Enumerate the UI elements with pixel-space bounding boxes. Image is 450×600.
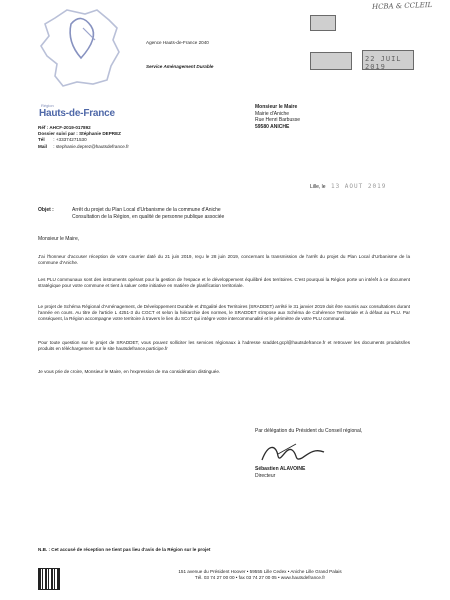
salutation: Monsieur le Maire, [38, 236, 80, 242]
signatory-title: Directeur [255, 472, 276, 479]
paragraph-3: Le projet de Schéma Régional d'Aménagement, de Développement Durable et d'Egalité des Territoires (SRADDET) arrêté le 31 janvier 2019 doit être soumis aux consultations durant l'année en cours. Au titre de l'article L 4251-3 du CGCT et selon la hiérarchie des normes, le SRADDET s'impose aux Schéma de Cohérence Territoriale et à défaut au PLU. Par conséquent, la Région accompagne votre territoire à travers le lien du SCoT qui intègre votre intercommunalité et le périmètre de votre PLU communal. [38, 304, 410, 322]
france-map-icon [37, 6, 122, 88]
mail-label: Mail [38, 143, 47, 149]
recipient-block [255, 104, 405, 130]
mail-value: : stephanie.deprez@hautsdefrance.fr [53, 143, 129, 149]
phone-label: Tél [38, 137, 45, 143]
object-label: Objet : [38, 207, 54, 213]
handwritten-annotation: HCBA & CCLEIL [371, 0, 433, 12]
object-line-1: Arrêt du projet du Plan Local d'Urbanisme de la commune d'Aniche [72, 207, 221, 213]
footnote: N.B. : Cet accusé de réception ne tient pas lieu d'avis de la Région sur le projet [38, 547, 211, 552]
footer-line-2: Tél. 03 74 27 00 00 • fax 03 74 27 00 05 • www.hautsdefrance.fr [194, 575, 326, 581]
recipient-line-2: Mairie d'Aniche [255, 110, 290, 117]
phone-value: : +33374271530 [53, 137, 87, 143]
reference-number: Réf : AHCF-2019-017892 [38, 125, 91, 130]
place-date [310, 184, 386, 191]
reception-stamp [310, 52, 352, 70]
reception-stamp-date [362, 50, 414, 70]
signatory [255, 466, 305, 479]
recipient-line-1: Monsieur le Maire [255, 104, 298, 110]
footer-line-1: 151 avenue du Président Hoover • 59555 Lille Cedex • Aniche Lille Grand Palais [178, 569, 342, 574]
stamp-date-text: 22 JUIL 2019 [365, 55, 402, 71]
handwritten-signature [258, 440, 328, 466]
signatory-name: Sébastien ALAVOINE [255, 466, 306, 472]
recipient-line-3: Rue Henri Barbusse [255, 117, 301, 124]
object-line-2: Consultation de la Région, en qualité de personne publique associée [72, 213, 225, 220]
header-service: Service Aménagement Durable [146, 64, 214, 69]
paragraph-2: Les PLU communaux sont des instruments opérant pour la gestion de l'espace et le développement équilibré des territoires. C'est pourquoi la Région porte un intérêt à ce document stratégique pour votre commune et tient à saluer cette initiative en matière de planification territoriale. [38, 277, 410, 289]
letter-date-stamp: 13 AOUT 2019 [330, 183, 387, 190]
header-agency: Agence Hauts-de-France 2040 [146, 40, 209, 45]
signature-delegation: Par délégation du Président du Conseil régional, [255, 428, 363, 434]
reception-stamp-small [310, 15, 336, 31]
footer-address [100, 569, 420, 581]
paragraph-5: Je vous prie de croire, Monsieur le Maire, en l'expression de ma considération distinguée. [38, 369, 221, 374]
mail-row [38, 144, 188, 150]
region-logo [37, 6, 122, 119]
qr-code [38, 568, 60, 590]
logo-region-name: Hauts-de-France [39, 108, 115, 119]
paragraph-4: Pour toute question sur le projet de SRADDET, vous pouvez solliciter les services régionaux à l'adresse sraddet.gcpl@hautsdefrance.fr et retrouver les documents produits/les produits en téléchargement sur le site hautsdefrance.participe.fr [38, 340, 410, 352]
logo-region-label: Région [41, 103, 54, 108]
recipient-line-4: 59580 ANICHE [255, 123, 290, 130]
paragraph-1: J'ai l'honneur d'accuser réception de votre courrier daté du 21 juin 2019, reçu le 28 juin 2019, concernant la transmission de l'arrêt du projet du Plan Local d'Urbanisme de la commune d'Aniche. [38, 254, 410, 266]
file-followed-by: Dossier suivi par : Stéphanie DEPREZ [38, 131, 121, 137]
references-block [38, 125, 188, 150]
object-block [38, 207, 398, 220]
place-city: Lille, le [310, 184, 326, 190]
